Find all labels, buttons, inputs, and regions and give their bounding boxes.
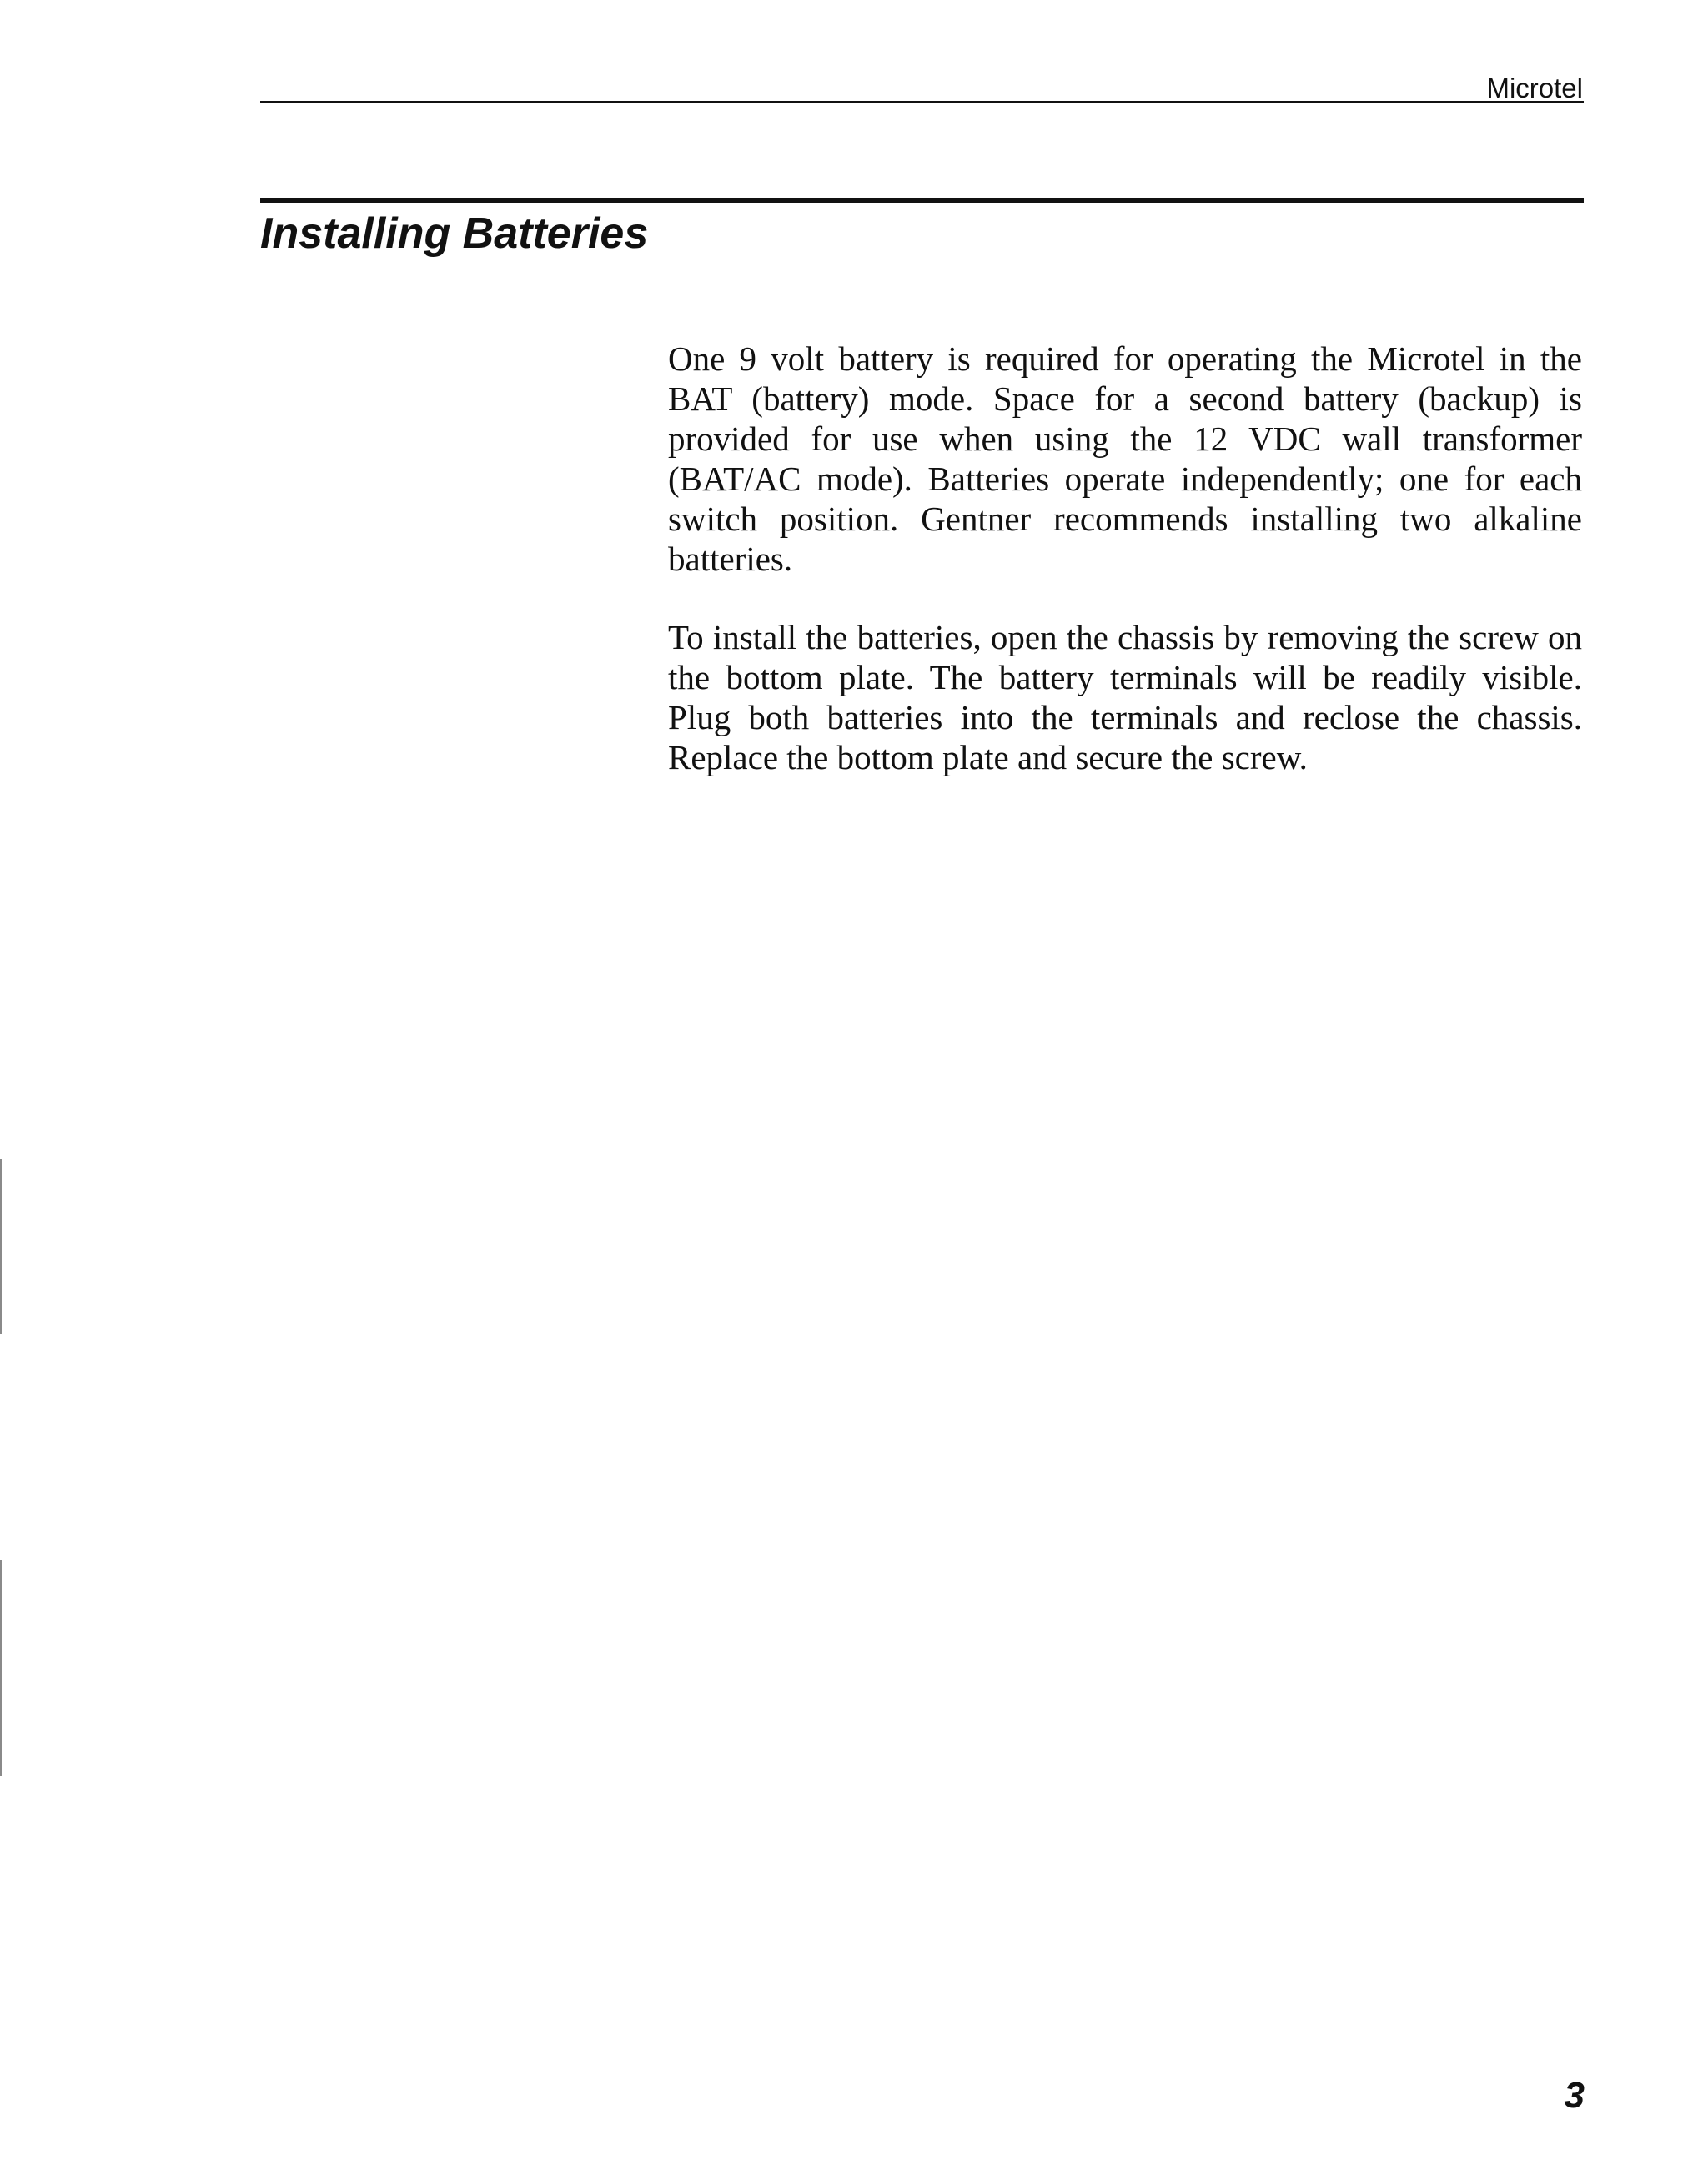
header-rule: [260, 101, 1584, 103]
scan-edge-mark: [0, 1159, 2, 1334]
section-rule: [260, 198, 1584, 203]
scan-edge-mark: [0, 1560, 2, 1776]
body-text: [668, 339, 1582, 816]
page-number: 3: [1564, 2075, 1585, 2116]
paragraph-battery-requirements: One 9 volt battery is required for operating the Microtel in the BAT (battery) mode. Space for a second battery (backup) is provided for use when using the 12 VDC wall transformer (BAT/AC mode). Batteries operate independently; one for each switch position. Gentner recommends installing two alkaline batteries.: [668, 339, 1582, 578]
paragraph-install-steps: To install the batteries, open the chassis by removing the screw on the bottom plate. The battery terminals will be readily visible. Plug both batteries into the terminals and reclose the chassis. Replace the bottom plate and secure the screw.: [668, 618, 1582, 776]
section-title: Installing Batteries: [260, 209, 649, 258]
running-header: Microtel: [1486, 73, 1583, 103]
